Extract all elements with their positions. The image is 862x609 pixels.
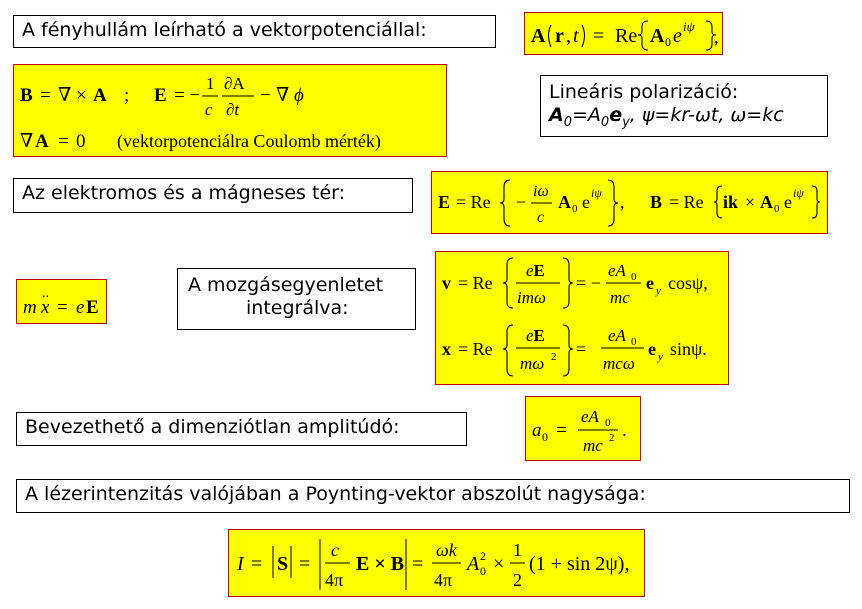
formula-symbol: = [251,553,263,575]
formula-svg [526,397,642,462]
polarization-title: Lineáris polarizáció: [549,81,739,103]
formula-symbol: x [442,339,451,359]
formula-symbol: 0 [631,336,637,348]
caption-text: Bevezethető a dimenziótlan amplitúdó: [25,416,400,438]
formula-symbol: = Re [669,192,704,212]
formula-symbol: y [656,285,661,297]
formula-svg [432,172,829,235]
formula-symbol: E [86,297,99,318]
formula-symbol: A [558,192,571,212]
polarization-formula: $A_0=A_0e_y$, ψ=kr-ωt, ω=kc [549,104,784,130]
brace [582,25,585,47]
brace [500,180,510,226]
formula-symbol: eA [608,261,626,280]
formula-symbol: 0 [76,131,86,152]
formula-symbol: = [299,553,311,575]
formula-symbol: (1 + sin 2ψ), [529,553,630,575]
formula-symbol: A [760,192,773,212]
vector-potential-caption [13,15,496,48]
formula-em-fields [431,171,828,234]
caption-line-1: A mozgásegyenletet [188,274,384,296]
position-numerator: eE [526,326,545,345]
formula-symbol: . [622,420,627,441]
formula-symbol: = [412,553,424,575]
formula-symbol: iψ [591,186,602,200]
formula-symbol: c [537,209,545,226]
formula-symbol: ∇ [276,85,290,106]
formula-symbol: r [555,25,564,47]
formula-symbol: 2 [480,549,486,563]
formula-symbol: A [650,25,665,47]
formula-symbol: 0 [542,430,548,444]
formula-symbol: cosψ, [668,273,708,293]
formula-symbol: ωk [436,540,457,560]
formula-symbol: ∂A [224,74,245,93]
formula-field-definitions [13,64,447,157]
velocity-numerator: eE [526,261,545,280]
formula-symbol: Re [615,25,638,47]
formula-newton [16,279,107,324]
brace [714,186,722,218]
formula-velocity-position [435,251,729,385]
formula-symbol: = [57,297,68,318]
formula-symbol: t [573,25,579,47]
formula-symbol: A [93,85,107,106]
formula-symbol: mc [610,288,630,307]
formula-symbol: 2 [551,351,557,363]
formula-symbol: 0 [774,203,780,215]
brace [549,25,552,47]
formula-symbol: 0 [665,35,671,49]
formula-symbol: = Re [458,339,493,359]
formula-symbol: iψ [683,19,695,34]
formula-symbol: 4π [325,570,344,590]
formula-symbol: v [442,273,451,293]
caption-text: A fényhullám leírható a vektorpotenciállal: [22,19,427,41]
formula-svg [17,280,108,325]
formula-symbol: eA [581,407,599,426]
formula-symbol: I [237,553,244,575]
formula-svg [436,252,730,386]
brace [503,258,513,308]
formula-symbol: .. [42,286,49,301]
formula-svg [525,13,724,56]
formula-symbol: sinψ. [670,339,707,359]
formula-symbol: ∇ [20,131,34,152]
formula-symbol: B [650,192,663,212]
formula-symbol: 0 [605,417,611,429]
formula-symbol: ; [124,85,130,106]
brace [608,180,618,226]
formula-svg [14,65,448,158]
formula-symbol: − [260,85,271,106]
formula-symbol: ϕ [294,85,304,106]
formula-symbol: 0 [631,271,637,283]
formula-symbol: = − [174,85,201,106]
formula-symbol: × [493,553,505,575]
formula-symbol: 0 [572,203,578,215]
formula-symbol: mω [520,354,545,373]
formula-symbol: = [556,420,567,441]
formula-symbol: 1 [513,540,522,560]
formula-symbol: A [531,25,546,47]
formula-symbol: e [784,192,792,212]
formula-symbol: 4π [434,570,453,590]
formula-symbol: c [331,540,339,560]
brace [812,186,820,218]
formula-symbol: = Re [456,192,491,212]
formula-symbol: E [438,192,451,212]
formula-symbol: E × B [356,553,405,575]
formula-intensity [228,529,645,597]
formula-symbol: c [205,100,213,119]
caption-text: A lézerintenzitás valójában a Poynting-vektor abszolút nagysága: [25,483,646,505]
formula-symbol: , [566,25,571,47]
intensity-caption [16,479,850,513]
brace [503,325,513,376]
formula-svg [229,530,646,598]
formula-symbol: = [58,131,69,152]
formula-symbol: B [20,85,33,106]
formula-symbol: 2 [609,432,615,444]
formula-symbol: y [658,351,663,363]
caption-line-2: integrálva: [246,297,349,319]
formula-dimensionless-amplitude [525,396,641,461]
formula-symbol: 1 [206,74,215,93]
formula-symbol: = [40,85,51,106]
formula-symbol: = [593,25,605,47]
formula-symbol: S [277,553,289,575]
formula-symbol: iψ [793,186,804,200]
formula-symbol: iω [533,183,549,200]
formula-symbol: x [41,297,50,318]
formula-symbol: e [582,192,590,212]
formula-symbol: ik [723,192,739,212]
brace [563,258,573,308]
formula-symbol: e [648,339,656,359]
polarization-box [540,75,828,137]
formula-symbol: e [673,25,682,47]
caption-text: Az elektromos és a mágneses tér: [22,182,346,204]
fields-caption [13,178,413,213]
formula-symbol: 2 [513,570,522,590]
formula-symbol: mc [583,436,603,455]
formula-symbol: a [532,420,542,441]
formula-symbol: A [467,553,480,575]
formula-symbol: mcω [603,354,635,373]
formula-symbol: = Re [458,273,493,293]
formula-symbol: eA [608,326,626,345]
formula-symbol: = − [576,273,601,293]
formula-symbol: , [714,27,719,47]
formula-vector-potential [524,12,723,55]
formula-symbol: ∇ [58,85,72,106]
formula-symbol: A [35,131,49,152]
motion-caption [177,268,416,330]
formula-symbol: − [516,192,527,212]
formula-symbol: × [76,85,87,106]
formula-symbol: (vektorpotenciálra Coulomb mérték) [117,131,381,151]
formula-symbol: , [620,192,625,212]
amplitude-caption [16,412,467,446]
brace [638,21,648,50]
brace [563,325,573,376]
formula-symbol: × [745,192,756,212]
formula-symbol: e [646,273,654,293]
formula-symbol: imω [517,288,547,307]
formula-symbol: e [76,297,85,318]
formula-symbol: = [576,339,587,359]
formula-symbol: 0 [480,564,486,578]
formula-symbol: E [154,85,167,106]
formula-symbol: m [23,297,37,318]
formula-symbol: ∂t [226,100,240,119]
